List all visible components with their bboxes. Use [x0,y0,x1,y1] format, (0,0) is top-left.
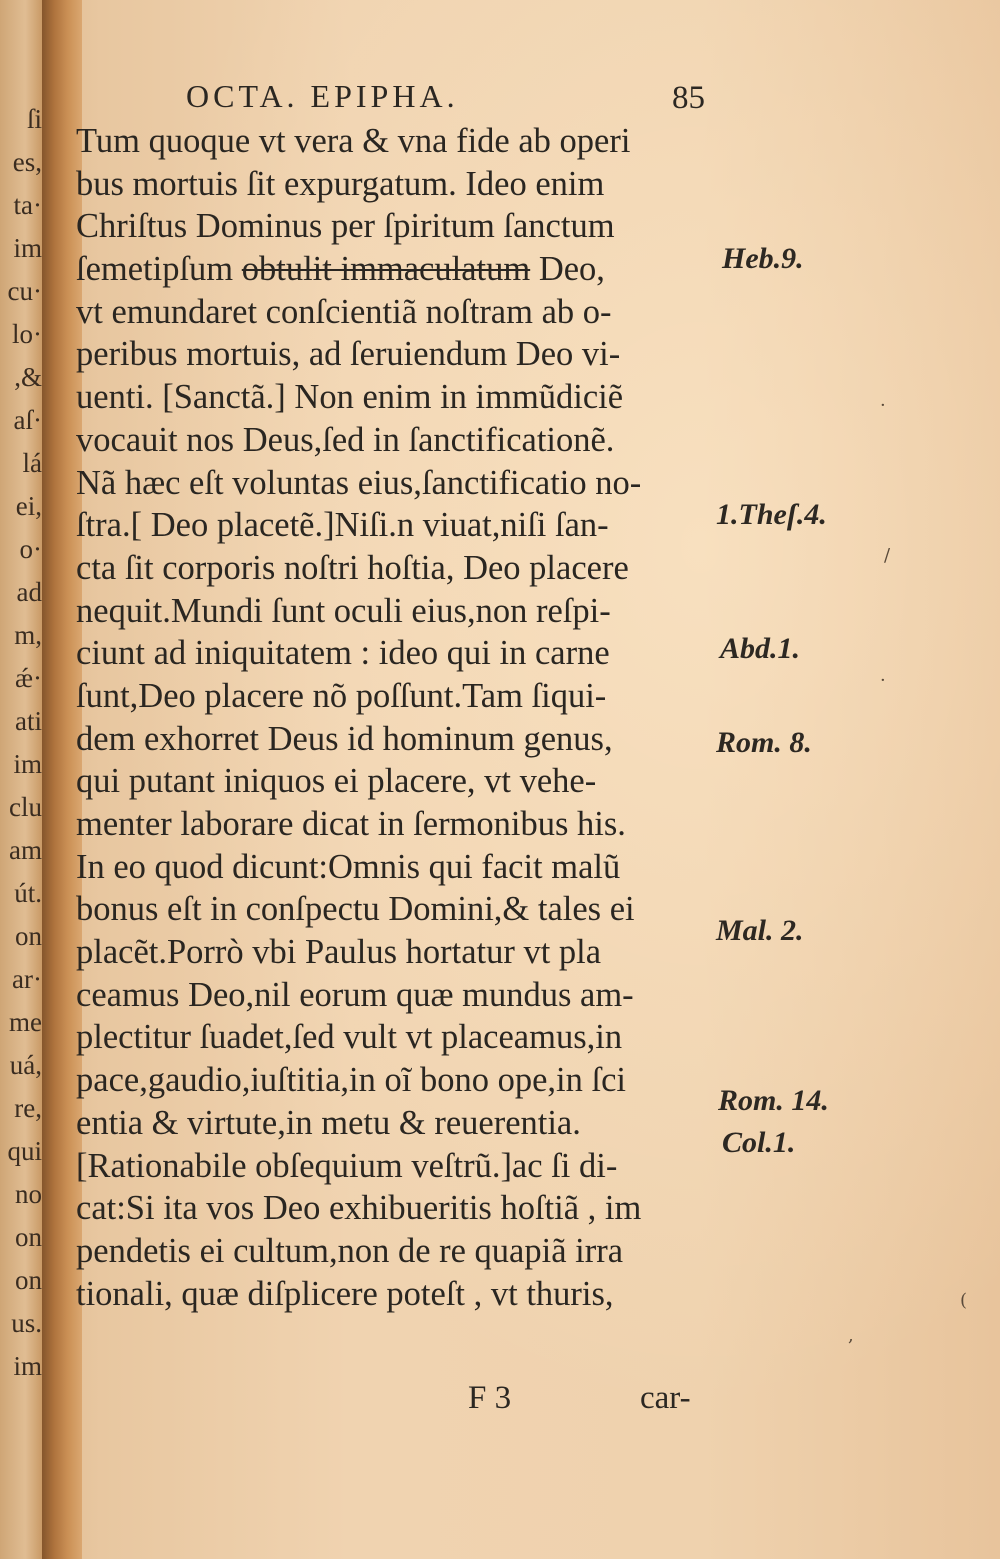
text-line: ſtra.[ Deo placetẽ.]Niſi.n viuat,niſi ſan- [76,506,609,545]
ink-speck: · [880,395,886,416]
fragment: lá [22,448,42,478]
fragment: ta· [13,190,42,220]
ink-speck: · [880,670,886,691]
marginal-note-hebrews: Heb.9. [722,242,804,275]
text-line: [Rationabile obſequium veſtrũ.]ac ſi di- [76,1146,618,1185]
fragment: im [13,749,42,779]
running-head: OCTA. EPIPHA. [186,78,459,114]
struck-prefix: ſemetipſum [76,250,242,289]
body-text [76,120,716,1315]
text-line: qui putant iniquos ei placere, vt vehe- [76,762,597,801]
text-line: uenti. [Sanctã.] Non enim in immũdiciẽ [76,378,624,417]
text-line: In eo quod dicunt:Omnis qui facit malũ [76,847,621,886]
fragment: on [15,921,42,951]
fragment: re, [14,1093,42,1123]
fragment: aſ· [13,405,42,435]
signature-mark: F 3 [468,1380,512,1416]
text-line: peribus mortuis, ad ſeruiendum Deo vi- [76,335,621,374]
text-line: placẽt.Porrò vbi Paulus hortatur vt pla [76,933,602,972]
text-line: entia & virtute,in metu & reuerentia. [76,1103,581,1142]
text-line: ciunt ad iniquitatem : ideo qui in carne [76,634,610,673]
ink-speck: ( [960,1290,968,1311]
fragment: lo· [12,319,42,349]
text-line-struck [76,248,716,291]
text-line: ſunt,Deo placere nõ poſſunt.Tam ſiqui- [76,676,607,715]
fragment: ar· [12,964,42,994]
text-line: ceamus Deo,nil eorum quæ mundus am- [76,975,634,1014]
fragment: im [13,1351,42,1381]
fragment: m, [14,620,42,650]
text-line: pace,gaudio,iuſtitia,in oĩ bono ope,in ſci [76,1061,626,1100]
fragment: ǽ· [15,663,42,693]
fragment: ati [15,706,42,736]
text-line: Nã hæc eſt voluntas eius,ſanctificatio no- [76,463,642,502]
fragment: on [15,1265,42,1295]
text-line: nequit.Mundi ſunt oculi eius,non reſpi- [76,591,611,630]
text-line: Chriſtus Dominus per ſpiritum ſanctum [76,207,615,246]
fragment: cu· [7,276,42,306]
fragment: me [9,1007,42,1037]
text-line: vocauit nos Deus,ſed in ſanctificationẽ. [76,420,615,459]
text-line: pendetis ei cultum,non de re quapiã irra [76,1231,624,1270]
marginal-note-romans-8: Rom. 8. [716,726,812,759]
fragment: clu [9,792,42,822]
text-line: tionali, quæ diſplicere poteſt , vt thuris, [76,1274,614,1313]
marginal-note-abdias: Abd.1. [720,632,801,665]
fragment: no [15,1179,42,1209]
struck-suffix: Deo, [530,250,605,289]
marginal-note-romans-14: Rom. 14. [718,1084,829,1117]
fragment: uá, [9,1050,42,1080]
ink-speck: / [884,545,891,566]
fragment: es, [12,147,42,177]
fragment: ad [16,577,42,607]
fragment: út. [14,878,42,908]
text-line: bonus eſt in conſpectu Domini,& tales ei [76,890,635,929]
text-line: bus mortuis ſit expurgatum. Ideo enim [76,164,605,203]
fragment: o· [19,534,42,564]
page-number: 85 [672,80,705,116]
previous-page-text-fragments [2,98,42,1388]
fragment: qui [7,1136,42,1166]
marginal-note-malachi: Mal. 2. [716,914,804,947]
fragment: on [15,1222,42,1252]
text-line: menter laborare dicat in ſermonibus his. [76,805,626,843]
catchword: car- [640,1380,691,1416]
marginal-note-colossians: Col.1. [722,1126,796,1159]
fragment: im [13,233,42,263]
text-line: vt emundaret conſcientiã noſtram ab o- [76,292,612,331]
text-line: Tum quoque vt vera & vna fide ab operi [76,122,631,160]
text-line: plectitur ſuadet,ſed vult vt placeamus,in [76,1018,623,1057]
fragment: ei, [15,491,42,521]
fragment: ſi [26,104,42,134]
struck-text: obtulit immaculatum [241,250,531,289]
marginal-note-thessalonians: 1.Theſ.4. [716,498,827,531]
fragment: ,& [14,362,42,392]
fragment: am [9,835,42,865]
fragment: us. [11,1308,42,1338]
text-line: cta ſit corporis noſtri hoſtia, Deo placere [76,548,629,587]
text-line: dem exhorret Deus id hominum genus, [76,719,613,758]
text-line: cat:Si ita vos Deo exhibueritis hoſtiã , im [76,1189,642,1228]
ink-speck: , [848,1325,854,1346]
